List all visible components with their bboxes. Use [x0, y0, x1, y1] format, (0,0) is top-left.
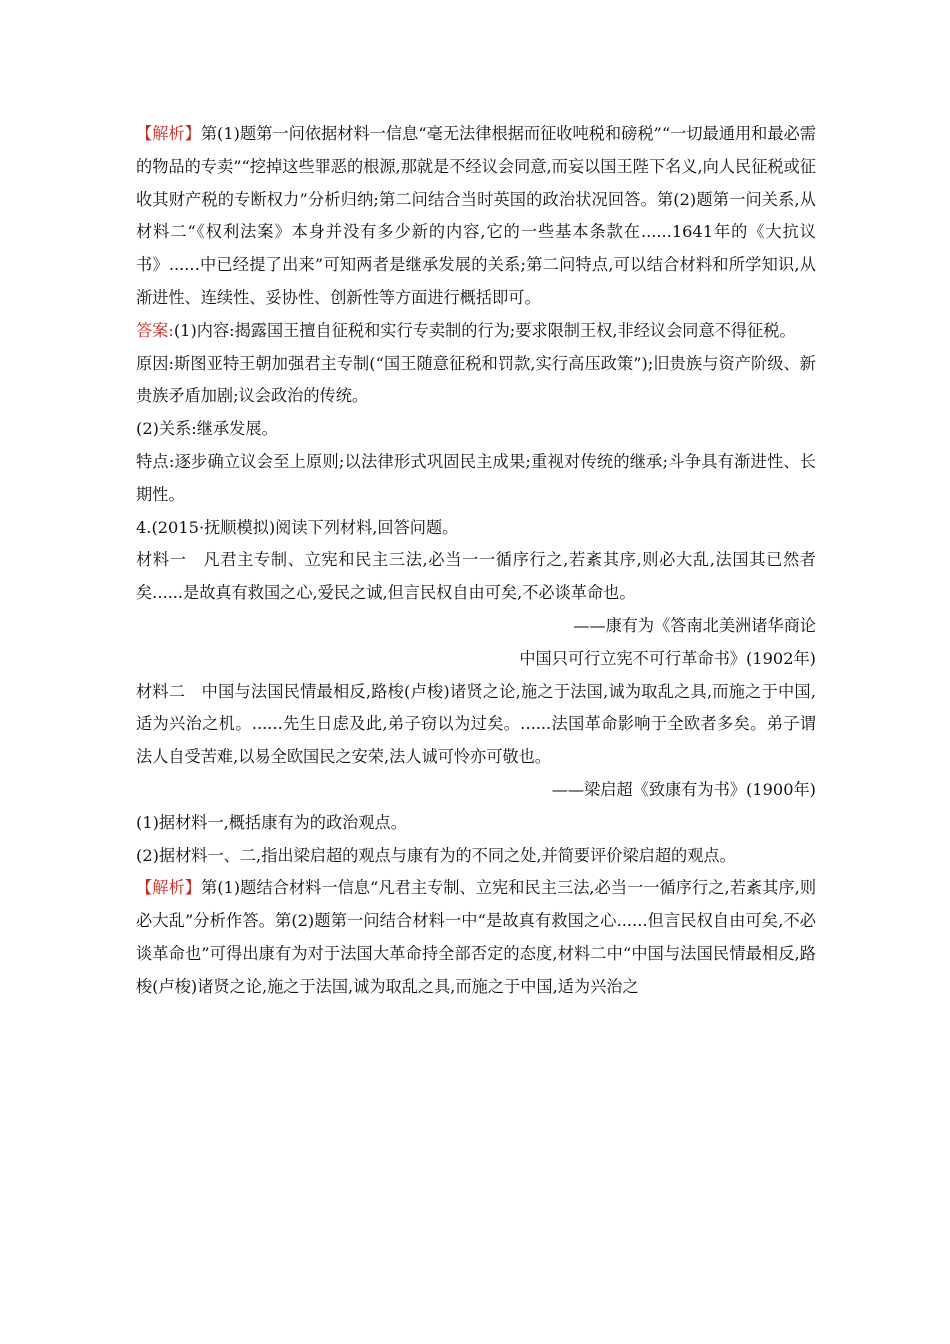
analysis-paragraph-1 — [136, 118, 816, 315]
answer-paragraph — [136, 315, 816, 348]
analysis-paragraph-2 — [136, 872, 816, 1003]
material-1-source-b: 中国只可行立宪不可行革命书》(1902年) — [519, 648, 816, 668]
answer-features: 特点:逐步确立议会至上原则;以法律形式巩固民主成果;重视对传统的继承;斗争具有渐进性、长期性。 — [136, 451, 816, 504]
document-page — [136, 118, 816, 1004]
question-4-part-1: (1)据材料一,概括康有为的政治观点。 — [136, 812, 407, 832]
question-4-stem: 4.(2015·抚顺模拟)阅读下列材料,回答问题。 — [136, 517, 459, 537]
analysis-tag: 【解析】 — [136, 124, 201, 143]
material-1: 材料一 凡君主专制、立宪和民主三法,必当一一循序行之,若紊其序,则必大乱,法国其已然者矣......是故真有救国之心,爱民之诚,但言民权自由可矣,不必谈革命也。 — [136, 550, 816, 603]
answer-part-2: (2)关系:继承发展。 — [136, 419, 278, 439]
question-4-part-2: (2)据材料一、二,指出梁启超的观点与康有为的不同之处,并简要评价梁启超的观点。 — [136, 845, 736, 865]
material-2: 材料二 中国与法国民情最相反,路梭(卢梭)诸贤之论,施之于法国,诚为取乱之具,而施之于中国,适为兴治之机。......先生日虑及此,弟子窃以为过矣。......法国革命影响于全欧者多矣。弟子谓法人自受苦难,以易全欧国民之安荣,法人诚可怜亦可敬也。 — [136, 681, 816, 767]
answer-reason: 原因:斯图亚特王朝加强君主专制(“国王随意征税和罚款,实行高压政策”);旧贵族与资产阶级、新贵族矛盾加剧;议会政治的传统。 — [136, 353, 816, 406]
answer-part-1: (1)内容:揭露国王擅自征税和实行专卖制的行为;要求限制王权,非经议会同意不得征税。 — [173, 320, 796, 340]
material-1-source-a: ——康有为《答南北美洲诸华商论 — [573, 615, 816, 635]
analysis-tag-2: 【解析】 — [136, 878, 201, 898]
material-2-source: ——梁启超《致康有为书》(1900年) — [551, 779, 816, 799]
analysis-text: 第(1)题第一问依据材料一信息“毫无法律根据而征收吨税和磅税”“一切最通用和最必需的物品的专卖”“挖掉这些罪恶的根源,那就是不经议会同意,而妄以国王陛下名义,向人民征税或征收其财产税的专断权力”分析归纳;第二问结合当时英国的政治状况回答。第(2)题第一问关系,从材料二“《权利法案》本身并没有多少新的内容,它的一些基本条款在......1641年的《大抗议书》......中已经提了出来”可知两者是继承发展的关系;第二问特点,可以结合材料和所学知识,从渐进性、连续性、妥协性、创新性等方面进行概括即可。 — [136, 124, 816, 307]
answer-tag: 答案: — [136, 320, 174, 340]
analysis-text-2: 第(1)题结合材料一信息“凡君主专制、立宪和民主三法,必当一一循序行之,若紊其序,则必大乱”分析作答。第(2)题第一问结合材料一中“是故真有救国之心......但言民权自由可矣,不必谈革命也”可得出康有为对于法国大革命持全部否定的态度,材料二中“中国与法国民情最相反,路梭(卢梭)诸贤之论,施之于法国,诚为取乱之具,而施之于中国,适为兴治之 — [136, 878, 817, 996]
